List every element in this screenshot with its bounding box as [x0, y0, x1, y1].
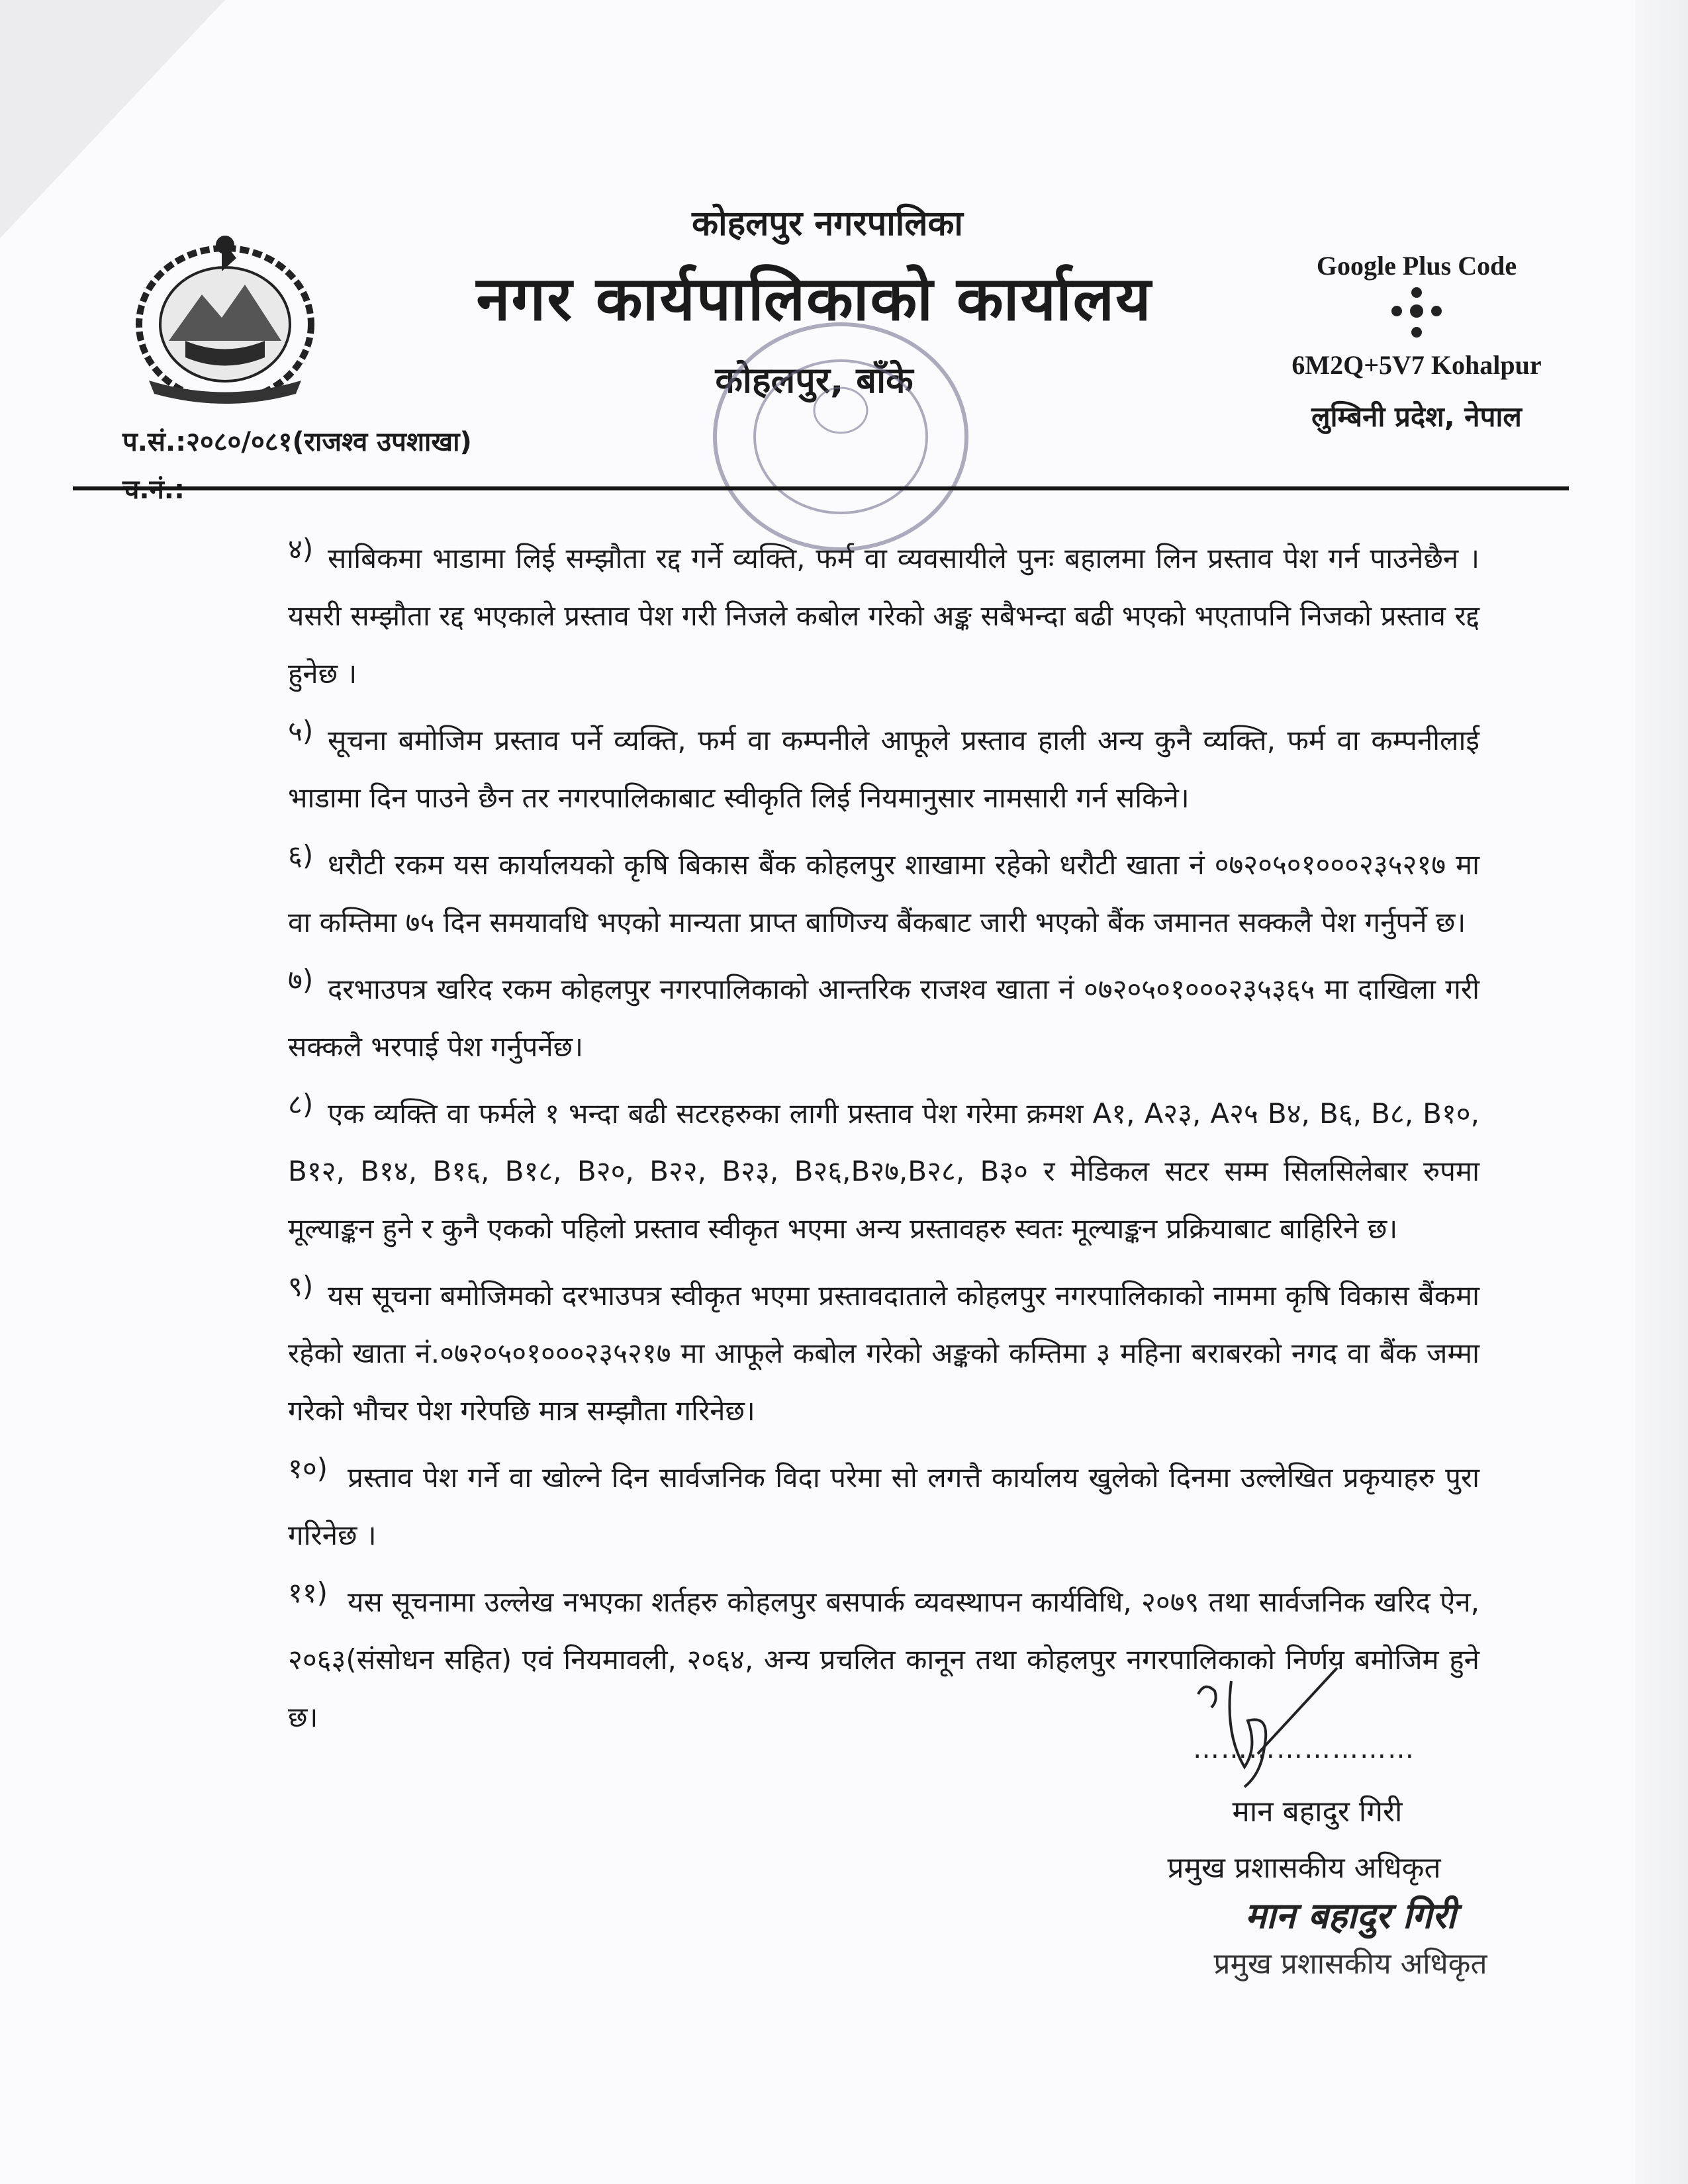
- clause-number: ७): [288, 964, 314, 996]
- folded-corner: [0, 0, 225, 238]
- clause-8: [288, 1085, 1479, 1257]
- header-divider: [73, 486, 1569, 490]
- clause-text: यस सूचनामा उल्लेख नभएका शर्तहरु कोहलपुर बसपार्क व्यवस्थापन कार्यविधि, २०७९ तथा सार्वजनिक खरिद ऐन, २०६३(संसोधन सहित) एवं नियमावली, २०६४, अन्य प्रचलित कानून तथा कोहलपुर नगरपालिकाको निर्णय बमोजिम हुने छ।: [288, 1586, 1479, 1733]
- clause-number: ४): [288, 533, 314, 565]
- clause-number: ९): [288, 1270, 314, 1302]
- clause-number: १०): [288, 1452, 328, 1484]
- clause-number: ५): [288, 715, 314, 747]
- signatory-title: प्रमुख प्रशासकीय अधिकृत: [1167, 1851, 1441, 1885]
- page-edge-shadow: [1635, 0, 1688, 2184]
- clause-text: सूचना बमोजिम प्रस्ताव पर्ने व्यक्ति, फर्म वा कम्पनीले आफूले प्रस्ताव हाली अन्य कुनै व्यक्ति, फर्म वा कम्पनीलाई भाडामा दिन पाउने छैन तर नगरपालिकाबाट स्वीकृति लिई नियमानुसार नामसारी गर्न सकिने।: [288, 724, 1479, 814]
- signature-line: ……………………: [1193, 1734, 1415, 1764]
- clause-10: [288, 1449, 1479, 1564]
- plus-code-region: लुम्बिनी प्रदेश, नेपाल: [1311, 400, 1522, 433]
- clause-5: [288, 711, 1479, 827]
- plus-code-value: 6M2Q+5V7 Kohalpur: [1291, 350, 1542, 380]
- clause-text: धरौटी रकम यस कार्यालयको कृषि बिकास बैंक कोहलपुर शाखामा रहेको धरौटी खाता नं ०७२०५०१०००२३५२१७ मा वा कम्तिमा ७५ दिन समयावधि भएको मान्यता प्राप्त बाणिज्य बैंकबाट जारी भएको बैंक जमानत सक्कलै पेश गर्नुपर्ने छ।: [288, 848, 1479, 938]
- clause-text: यस सूचना बमोजिमको दरभाउपत्र स्वीकृत भएमा प्रस्तावदाताले कोहलपुर नगरपालिकाको नाममा कृषि विकास बैंकमा रहेको खाता नं.०७२०५०१०००२३५२१७ मा आफूले कबोल गरेको अङ्कको कम्तिमा ३ महिना बराबरको नगद वा बैंक जम्मा गरेको भौचर पेश गरेपछि मात्र सम्झौता गरिनेछ।: [288, 1279, 1479, 1427]
- municipality-round-stamp-icon: [702, 311, 980, 563]
- seal-title: प्रमुख प्रशासकीय अधिकृत: [1213, 1947, 1487, 1981]
- plus-code-title: Google Plus Code: [1316, 251, 1517, 281]
- clause-text: साबिकमा भाडामा लिई सम्झौता रद्द गर्ने व्यक्ति, फर्म वा व्यवसायीले पुनः बहालमा लिन प्रस्ताव पेश गर्न पाउनेछैन । यसरी सम्झौता रद्द भएकाले प्रस्ताव पेश गरी निजले कबोल गरेको अङ्क सबैभन्दा बढी भएको भएतापनि निजको प्रस्ताव रद्द हुनेछ ।: [288, 542, 1479, 690]
- clause-text: प्रस्ताव पेश गर्ने वा खोल्ने दिन सार्वजनिक विदा परेमा सो लगत्तै कार्यालय खुलेको दिनमा उल्लेखित प्रकृयाहरु पुरा गरिनेछ ।: [288, 1461, 1479, 1551]
- clause-6: [288, 836, 1479, 951]
- seal-name: मान बहादुर गिरी: [1244, 1895, 1456, 1936]
- reference-number: प.सं.:२०८०/०८१(राजश्व उपशाखा): [122, 427, 472, 457]
- office-address: कोहलपुर, बाँके: [715, 359, 914, 401]
- clause-text: एक व्यक्ति वा फर्मले १ भन्दा बढी सटरहरुका लागी प्रस्ताव पेश गरेमा क्रमश A१, A२३, A२५ B४, B६, B८, B१०, B१२, B१४, B१६, B१८, B२०, B२२, B२३, B२६,B२७,B२८, B३० र मेडिकल सटर सम्म सिलसिलेबार रुपमा मूल्याङ्कन हुने र कुनै एकको पहिलो प्रस्ताव स्वीकृत भएमा अन्य प्रस्तावहरु स्वतः मूल्याङ्कन प्रक्रियाबाट बाहिरिने छ।: [288, 1097, 1479, 1245]
- handwritten-signature-icon: [1185, 1655, 1350, 1800]
- municipality-name: कोहलपुर नगरपालिका: [692, 204, 963, 244]
- clause-number: ६): [288, 839, 314, 872]
- clause-7: [288, 960, 1479, 1075]
- clause-text: दरभाउपत्र खरिद रकम कोहलपुर नगरपालिकाको आन्तरिक राजश्व खाता नं ०७२०५०१०००२३५३६५ मा दाखिला गरी सक्कलै भरपाई पेश गर्नुपर्नेछ।: [288, 973, 1479, 1063]
- office-title: नगर कार्यपालिकाको कार्यालय: [476, 263, 1152, 334]
- plus-code-dots-icon: [1387, 285, 1446, 344]
- notice-clauses: [288, 529, 1479, 1755]
- clause-number: ८): [288, 1088, 314, 1120]
- nepal-government-emblem-icon: [122, 225, 328, 410]
- clause-number: ११): [288, 1576, 328, 1609]
- clause-9: [288, 1267, 1479, 1439]
- clause-4: [288, 529, 1479, 702]
- signatory-name: मान बहादुर गिरी: [1232, 1795, 1403, 1829]
